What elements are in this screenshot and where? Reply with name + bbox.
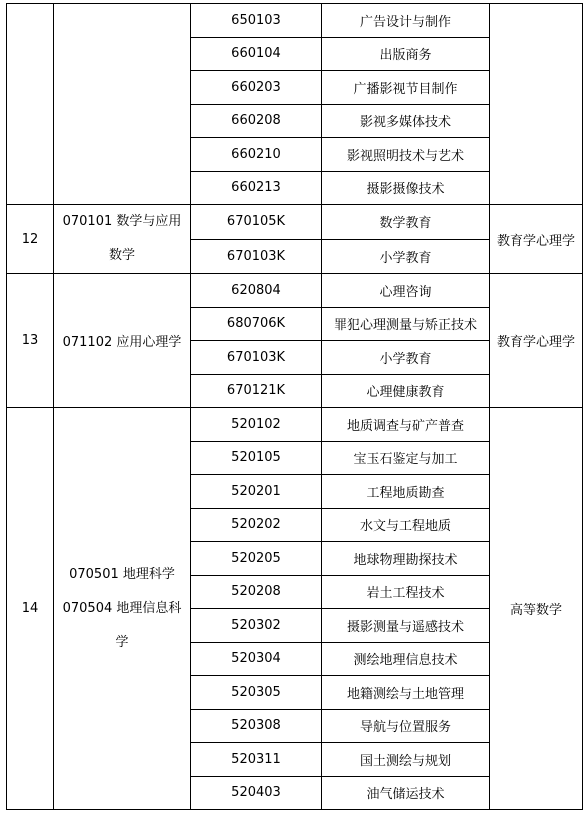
major-name: 摄影摄像技术 [322,171,490,205]
target-major: 071102 应用心理学 [54,274,191,408]
major-code: 680706K [191,307,322,341]
major-code: 620804 [191,274,322,308]
major-name: 油气储运技术 [322,776,490,810]
major-code: 520305 [191,676,322,710]
major-name: 小学教育 [322,341,490,375]
major-name: 广告设计与制作 [322,4,490,38]
major-name: 地质调查与矿产普查 [322,408,490,442]
target-major [54,205,191,274]
target-major-line: 070504 地理信息科 [62,600,182,616]
major-code: 670105K [191,205,322,240]
group-no-cell [7,4,54,205]
major-name: 摄影测量与遥感技术 [322,609,490,643]
major-code: 670103K [191,341,322,375]
major-code: 660213 [191,171,322,205]
target-major-line: 学 [115,634,129,650]
major-code: 520202 [191,508,322,542]
major-name: 数学教育 [322,205,490,240]
major-code: 520302 [191,609,322,643]
major-code: 670103K [191,239,322,274]
major-code: 520105 [191,441,322,475]
target-major-line: 070501 地理科学 [69,566,175,582]
major-code: 660208 [191,104,322,138]
major-code: 520311 [191,743,322,777]
major-name: 罪犯心理测量与矫正技术 [322,307,490,341]
major-code: 670121K [191,374,322,408]
major-name: 工程地质勘查 [322,475,490,509]
major-table [6,3,583,810]
major-name: 岩土工程技术 [322,575,490,609]
exam-subject: 高等数学 [490,408,583,810]
major-name: 心理健康教育 [322,374,490,408]
major-name: 地球物理勘探技术 [322,542,490,576]
target-major-line: 070101 数学与应用 [62,214,182,229]
major-name: 测绘地理信息技术 [322,642,490,676]
major-code: 520304 [191,642,322,676]
group-no: 14 [7,408,54,810]
target-major-line: 数学 [108,248,135,263]
major-code: 520403 [191,776,322,810]
major-code: 520208 [191,575,322,609]
major-name: 宝玉石鉴定与加工 [322,441,490,475]
major-name: 小学教育 [322,239,490,274]
major-code: 660210 [191,138,322,172]
table-row [7,4,583,38]
target-major [54,408,191,810]
major-name: 导航与位置服务 [322,709,490,743]
major-name: 国土测绘与规划 [322,743,490,777]
major-name: 影视多媒体技术 [322,104,490,138]
major-code: 520308 [191,709,322,743]
major-code: 520201 [191,475,322,509]
major-name: 地籍测绘与土地管理 [322,676,490,710]
major-name: 广播影视节目制作 [322,71,490,105]
group-no: 12 [7,205,54,274]
group-no: 13 [7,274,54,408]
exam-subject: 教育学心理学 [490,205,583,274]
major-code: 660203 [191,71,322,105]
major-code: 520102 [191,408,322,442]
major-name: 影视照明技术与艺术 [322,138,490,172]
major-name: 水文与工程地质 [322,508,490,542]
major-code: 660104 [191,37,322,71]
major-name: 心理咨询 [322,274,490,308]
exam-subject-cell [490,4,583,205]
table-row [7,274,583,308]
table-row [7,205,583,240]
major-code: 650103 [191,4,322,38]
major-code: 520205 [191,542,322,576]
major-name: 出版商务 [322,37,490,71]
exam-subject: 教育学心理学 [490,274,583,408]
table-row [7,408,583,442]
target-major-cell [54,4,191,205]
